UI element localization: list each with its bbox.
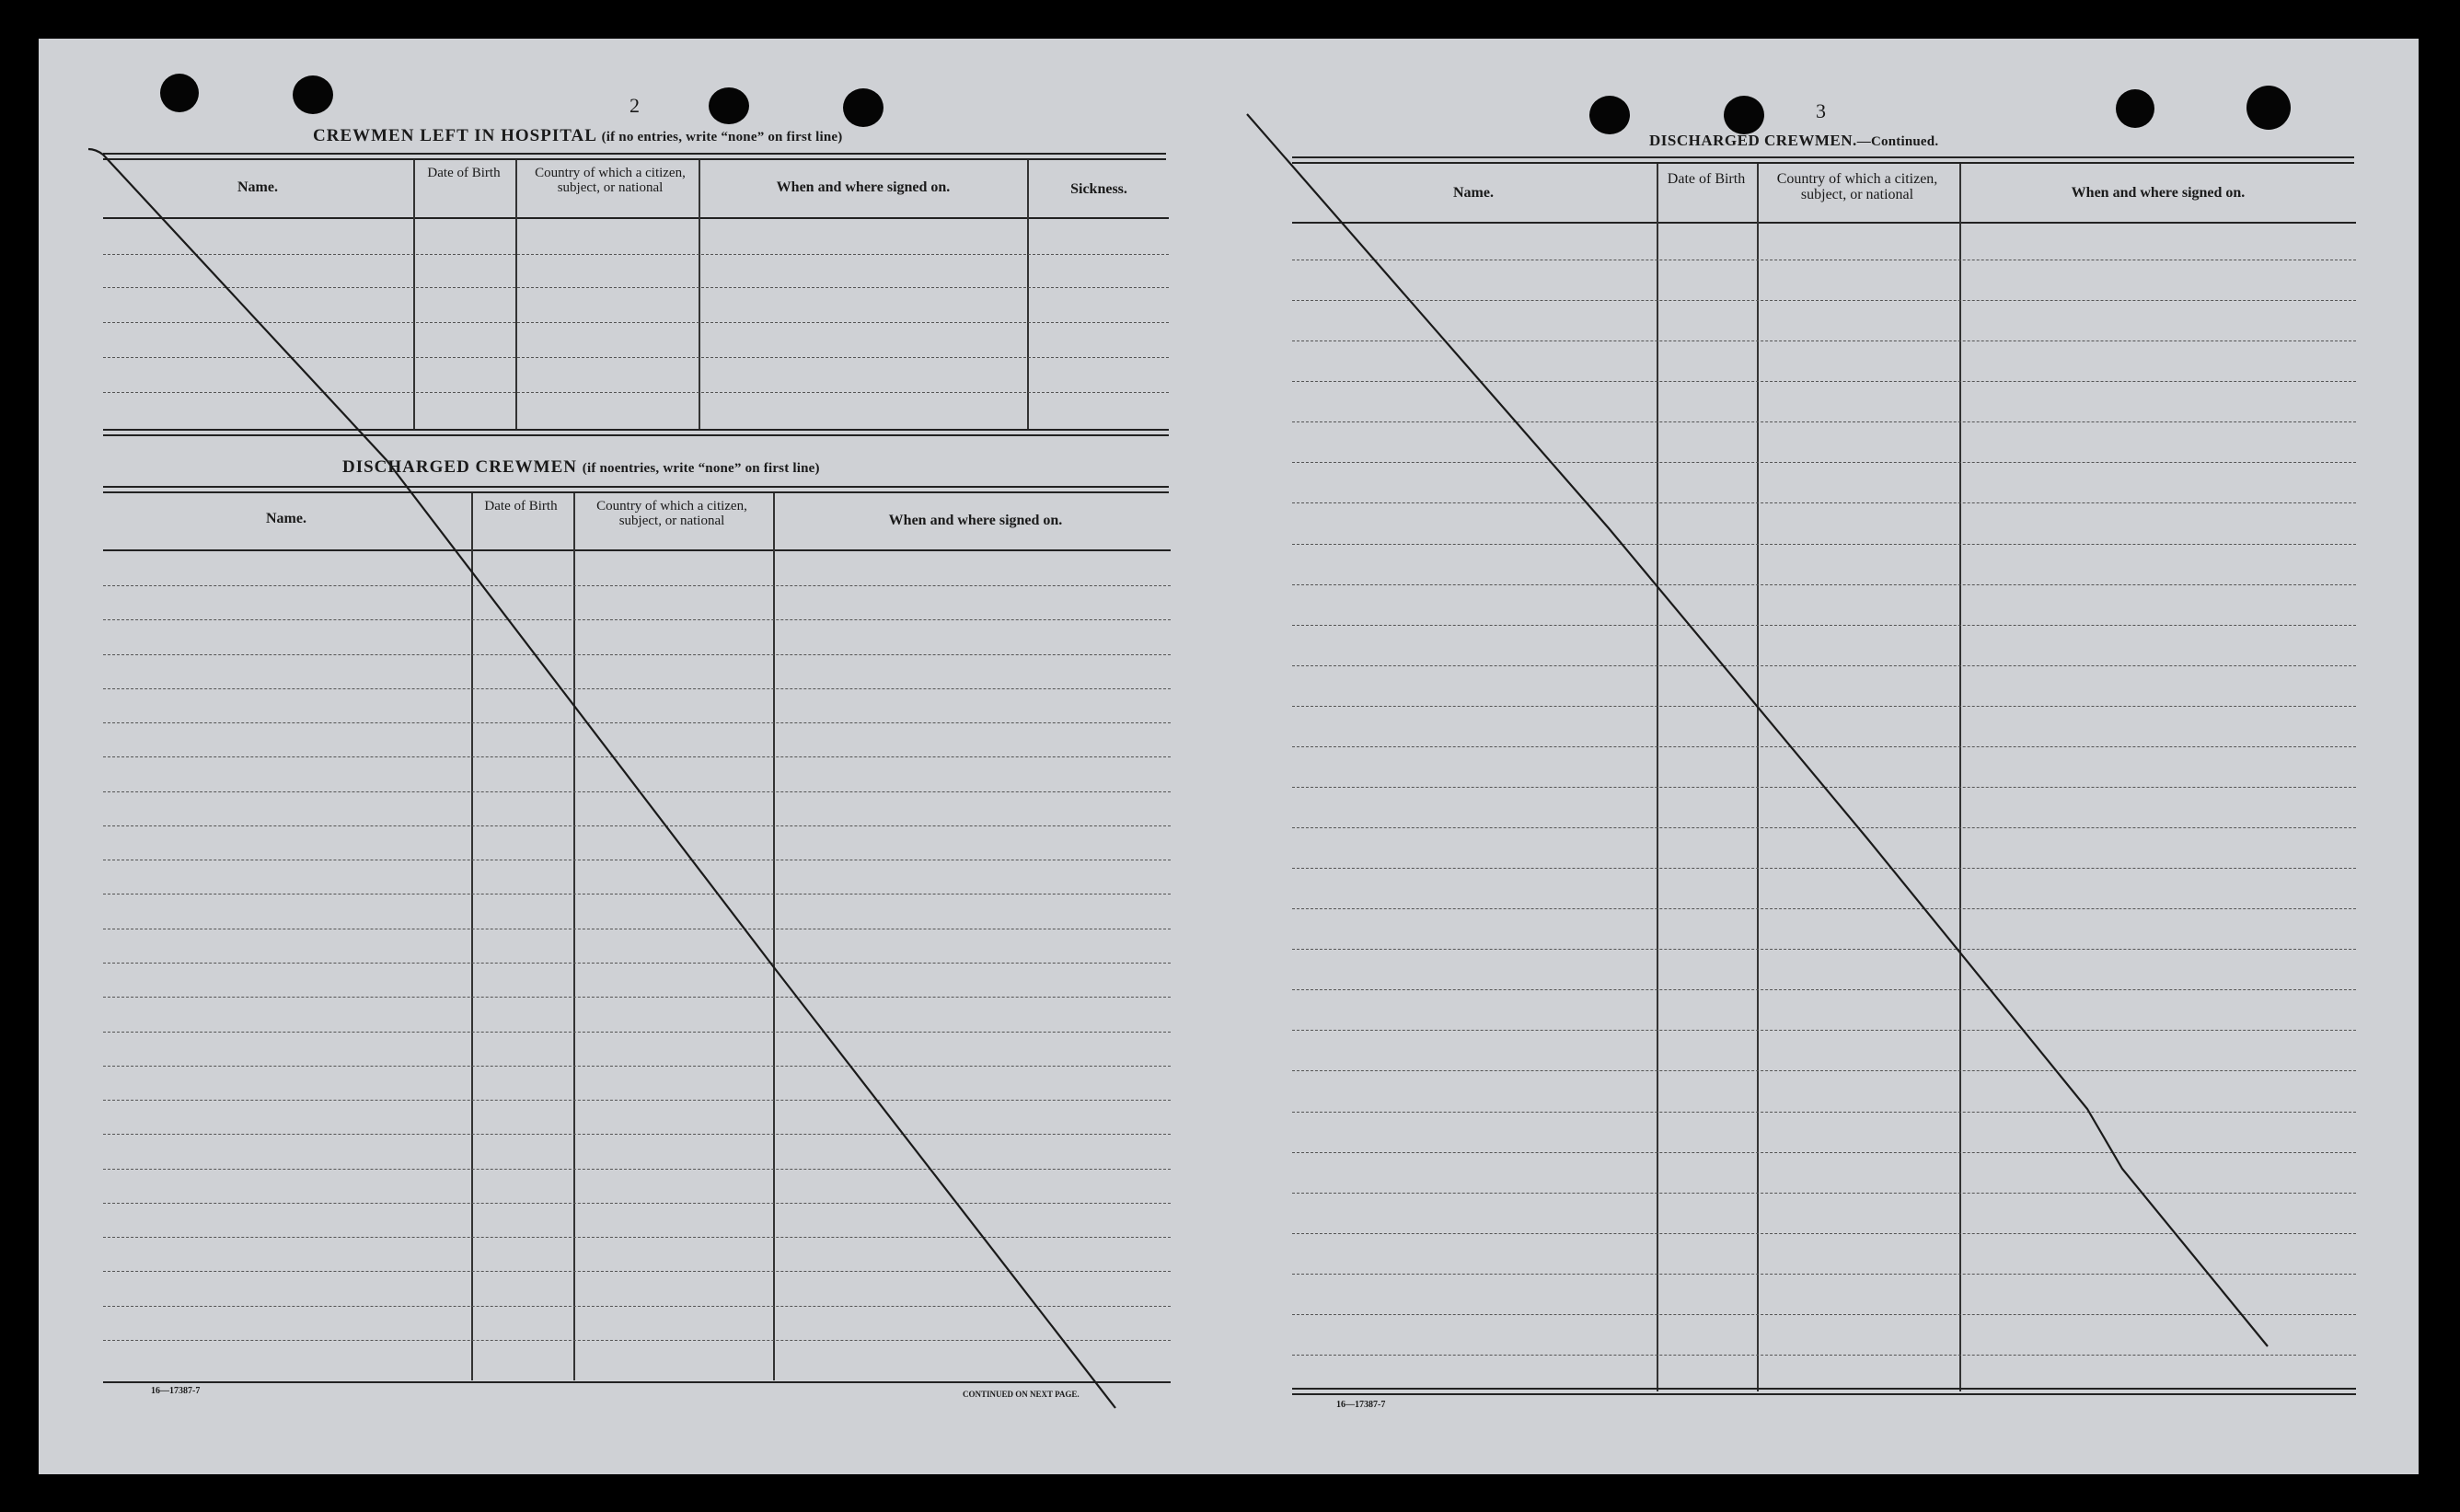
discharged-col-name: Name. xyxy=(266,511,306,526)
hospital-col-signed: When and where signed on. xyxy=(776,179,951,195)
form-number-left: 16—17387-7 xyxy=(151,1386,201,1396)
right-page-cancel-stroke xyxy=(1247,114,2268,1346)
form-number-right: 16—17387-7 xyxy=(1336,1400,1386,1410)
discharged-col-dob: Date of Birth xyxy=(484,499,558,514)
right-col-country: Country of which a citizen, subject, or national xyxy=(1776,171,1938,202)
hospital-col-name: Name. xyxy=(237,179,278,195)
discharged-title-instruction: (if noentries, write “none” on first line) xyxy=(582,461,820,476)
hospital-title-text: CREWMEN LEFT IN HOSPITAL xyxy=(313,126,596,145)
continued-note: CONTINUED ON NEXT PAGE. xyxy=(963,1390,1080,1399)
left-page-cancel-stroke xyxy=(88,149,1115,1408)
hospital-col-dob: Date of Birth xyxy=(427,166,501,180)
right-title-suffix: —Continued. xyxy=(1856,134,1939,149)
hospital-title-instruction: (if no entries, write “none” on first line) xyxy=(601,130,843,144)
hospital-col-sickness: Sickness. xyxy=(1070,181,1127,197)
right-col-dob: Date of Birth xyxy=(1667,171,1746,187)
right-col-name: Name. xyxy=(1453,185,1494,201)
discharged-col-country: Country of which a citizen, subject, or national xyxy=(596,499,747,528)
right-col-signed: When and where signed on. xyxy=(2071,185,2246,201)
discharged-col-signed: When and where signed on. xyxy=(888,513,1063,528)
page-number-right: 3 xyxy=(1816,99,1826,122)
discharged-title-text: DISCHARGED CREWMEN xyxy=(342,457,577,477)
page-number-left: 2 xyxy=(629,94,640,117)
right-title-text: DISCHARGED CREWMEN. xyxy=(1649,132,1857,149)
hospital-col-country: Country of which a citizen, subject, or national xyxy=(535,166,686,195)
